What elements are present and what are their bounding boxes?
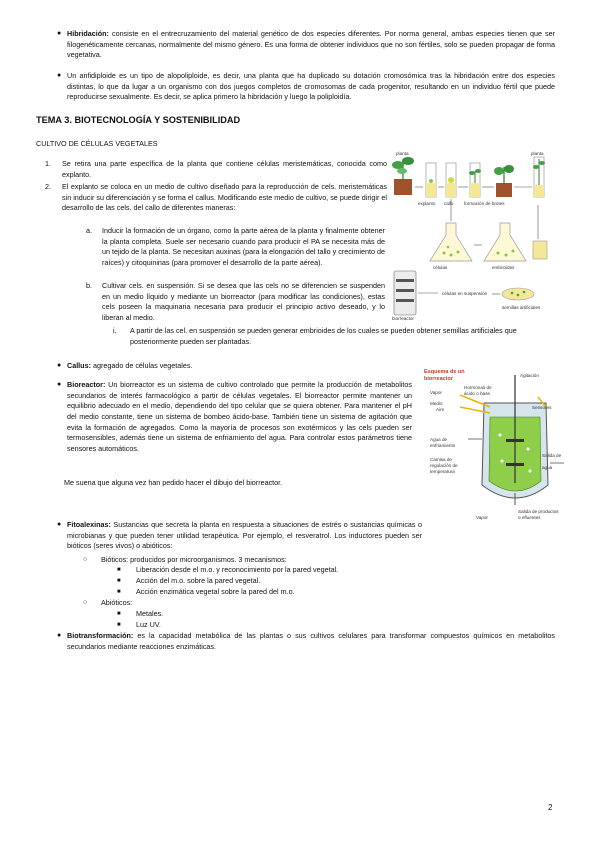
square-bullet: ■: [117, 567, 121, 573]
figure-label: Vapor: [430, 390, 442, 395]
figure-title: biorreactor: [424, 376, 454, 382]
callus-text: agregado de células vegetales.: [90, 361, 193, 370]
hibridacion-text: consiste en el entrecruzamiento del material genético de dos especies diferentes. Por norma general, ambas especies tienen que ser filogenéticamente cercanas, normalmente del mismo género. Es una forma de obtener individuos que no son fértiles, solo se pueden propagar de forma vegetativa.: [67, 29, 555, 60]
circle-bullet: ○: [83, 556, 88, 563]
fitoalexinas-text: Sustancias que secreta la planta en respuesta a situaciones de estrés o sustancias químicas o microbianas y que pueden tener utilidad terapéutica. Por ejemplo, el resveratrol. Los inductores pueden ser bióticos (seres vivos) o abióticos:: [67, 520, 422, 551]
hibridacion-paragraph: [67, 29, 555, 61]
figure-label: Agua de: [430, 437, 448, 442]
bioreactor-icon: [394, 271, 416, 315]
figure-label: explanto: [418, 201, 436, 206]
figure-label: regulación de: [430, 463, 458, 468]
bioticos-item: Acción enzimática vegetal sobre la pared del m.o.: [136, 587, 295, 596]
figure-label: agua: [542, 465, 553, 470]
figure-label: células: [433, 265, 448, 270]
figure-label: biorreactor: [392, 316, 414, 321]
bioticos-line: Bióticos: producidos por microorganismos. 3 mecanismos:: [101, 555, 287, 564]
figure-title: Esquema de un: [424, 369, 465, 375]
figure-label: planta: [531, 151, 544, 156]
figure-label: Camisa de: [430, 457, 452, 462]
flask-icon: [430, 223, 472, 261]
figure-label: Medio: [430, 401, 443, 406]
test-tube-icon: [426, 163, 481, 197]
figure-label: Vapor: [476, 515, 488, 520]
figure-label: o efluentes: [518, 515, 541, 520]
figure-label: Hormonas de: [464, 385, 492, 390]
anfidiploide-paragraph: Un anfidiploide es un tipo de alopoliploide, es decir, una planta que ha duplicado su dotación cromosómica tras la hibridación entre dos especies distintas, lo que da lugar a un organismo con dos juegos completos de cromosomas de cada progenitor, resultando en un individuo fértil que puede reproducirse sexualmente. Es decir, se aplica primero la hibridación y luego la poliploidía.: [67, 71, 555, 102]
bullet: ●: [57, 362, 62, 369]
bullet: ●: [57, 30, 62, 37]
figure-label: planta: [396, 151, 409, 156]
potted-plant-icon: [494, 165, 514, 197]
bioreactor-paragraph: [67, 380, 412, 455]
fitoalexinas-paragraph: [67, 520, 422, 552]
figure-label: ácido o base: [464, 391, 491, 396]
figure-label: Agitación: [520, 373, 539, 378]
square-bullet: ■: [117, 589, 121, 595]
subsection-heading: CULTIVO DE CÉLULAS VEGETALES: [36, 139, 158, 148]
callus-label: Callus:: [67, 361, 91, 370]
figure-label: Aire: [436, 407, 445, 412]
cultivo-sub-b: Cultivar cels. en suspensión. Si se desea que las cels no se diferencien se suspenden en un medio líquido y mediante un biorreactor (para modificar las condiciones), estas cels poseen la maquinaria necesaria para producir el principio activo deseado, y lo liberan al medio.: [102, 281, 385, 322]
list-letter: b.: [86, 281, 92, 290]
bullet: ●: [57, 72, 62, 79]
circle-bullet: ○: [83, 599, 88, 606]
bioreactor-label: Bioreactor:: [67, 380, 106, 389]
figure-label: Salida de productos: [518, 509, 559, 514]
test-tube-icon: [533, 157, 545, 197]
bioticos-item: Acción del m.o. sobre la pared vegetal.: [136, 576, 261, 585]
square-bullet: ■: [117, 611, 121, 617]
list-number: 1.: [45, 159, 51, 168]
cultivo-sub-a: Inducir la formación de un órgano, como la parte aérea de la planta y finalmente obtener la planta completa. Suele ser necesario cuando para producir el PA se necesita más de un tejido de la planta. Se necesitan auxinas (para la elongación del tallo y crecimiento de raíces) y citoquininas (para promover el desarrollo de la parte aérea).: [102, 226, 385, 267]
figure-label: Sensores: [532, 405, 552, 410]
bioticos-item: Liberación desde el m.o. y reconocimiento por la pared vegetal.: [136, 565, 339, 574]
flask-icon: [484, 223, 526, 261]
bullet: ●: [57, 632, 62, 639]
figure-label: células en suspensión: [442, 291, 488, 296]
bioreactor-note: Me suena que alguna vez han pedido hacer el dibujo del biorreactor.: [64, 478, 283, 487]
list-number: 2.: [45, 182, 51, 191]
callus-paragraph: [67, 361, 397, 372]
petri-dish-icon: [502, 288, 534, 300]
square-bullet: ■: [117, 622, 121, 628]
bullet: ●: [57, 381, 62, 388]
figure-label: semillas artificiales: [502, 305, 541, 310]
biotransformacion-label: Biotransformación:: [67, 631, 134, 640]
list-letter: a.: [86, 226, 92, 235]
section-title: TEMA 3. BIOTECNOLOGÍA Y SOSTENIBILIDAD: [36, 115, 241, 125]
figure-label: Salida de: [542, 453, 562, 458]
list-roman: i.: [113, 326, 117, 335]
fitoalexinas-label: Fitoalexinas:: [67, 520, 111, 529]
hibridacion-label: Hibridación:: [67, 29, 109, 38]
abioticos-line: Abióticos:: [101, 598, 133, 607]
biotransformacion-text: es la capacidad metabólica de las plantas o sus cultivos celulares para transformar compuestos químicos en metabolitos secundarios mediante reacciones enzimáticas.: [67, 631, 555, 651]
bioreactor-figure: [420, 365, 570, 525]
figure-label: formación de brotes: [464, 201, 505, 206]
abioticos-item: Luz UV.: [136, 620, 161, 629]
page-number: 2: [548, 803, 553, 812]
figure-label: enfriamiento: [430, 443, 456, 448]
figure-label: temperatura: [430, 469, 455, 474]
cultivo-sub-i: A partir de las cel. en suspensión se pueden generar embrioides de los cuales se pueden obtener semillas artificiales que posteriormente pueden ser plantadas.: [130, 326, 517, 346]
cultivo-item-1: Se retira una parte específica de la planta que contiene células meristemáticas, conocida como explanto.: [62, 159, 387, 179]
potted-plant-icon: [392, 157, 414, 195]
plant-culture-figure: [388, 149, 560, 321]
biotransformacion-paragraph: [67, 631, 555, 652]
figure-label: callo: [444, 201, 454, 206]
square-bullet: ■: [117, 578, 121, 584]
bioreactor-text: Un biorreactor es un sistema de cultivo controlado que permite la producción de metabolitos secundarios de interés farmacológico a partir de células vegetales. El biorreactor permite mantener un equilibrio adecuado en el medio, dependiendo del tipo celular que se quiera obtener. Para mantener el pH del medio constante, tiene un sistema de bombeo ácido-base. También tiene un sistema de agitación que evita la formación de agregados. Como la mayoría de procesos son exotérmicos y las cels pueden ser termosensibles, además tiene un sistema de enfriamiento del agua. Para controlar estos parámetros tiene sensores automáticos.: [67, 380, 412, 453]
abioticos-item: Metales.: [136, 609, 164, 618]
cultivo-item-2: El explanto se coloca en un medio de cultivo diseñado para la reproducción de cels. meristemáticas sin inducir su diferenciación y se forma el callus. Modificando este medio de cultivo, se puede dirigir el desarrollo de las cels. del callo de diferentes maneras:: [62, 182, 387, 213]
bullet: ●: [57, 521, 62, 528]
figure-label: embrioides: [492, 265, 515, 270]
